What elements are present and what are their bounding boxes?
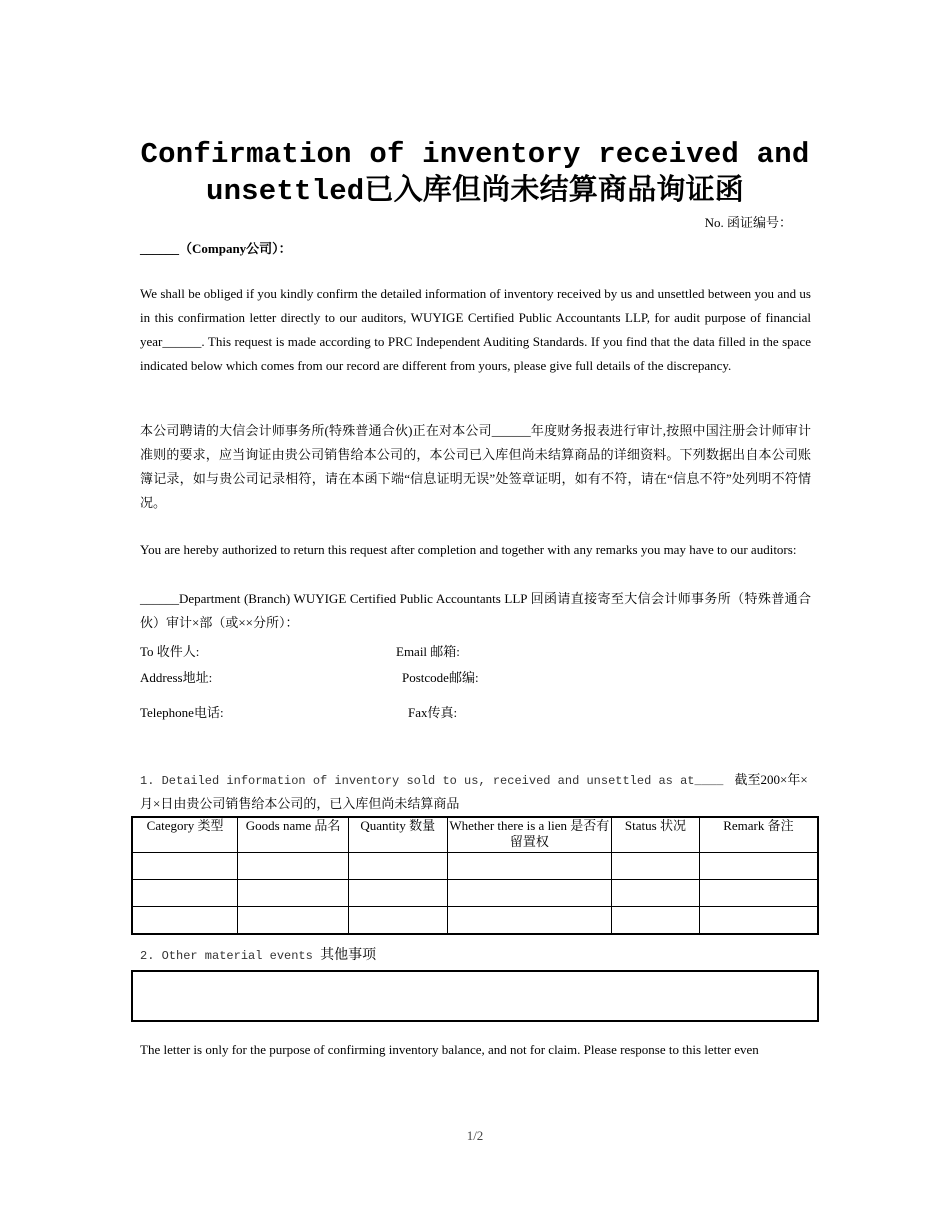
table-row — [132, 853, 818, 880]
contact-telephone: Telephone电话: — [140, 705, 224, 720]
table-cell[interactable] — [699, 880, 818, 907]
document-title — [140, 138, 810, 209]
header-goods-name: Goods name 品名 — [238, 817, 349, 853]
title-line-2-en: unsettled — [205, 175, 365, 208]
other-events-box[interactable] — [131, 970, 819, 1022]
addressee: ______（Company公司）： — [140, 241, 292, 256]
page-number: 1/2 — [466, 1128, 484, 1143]
paragraph-english: We shall be obliged if you kindly confirm the detailed information of inventory received by us and unsettled between you and us in this confirmation letter directly to our auditors, WUYIGE Certified Public Accountants LLP, for audit purpose of financial year______. This request is made according to PRC Independent Auditing Standards. If you find that the data filled in the space indicated below which comes from our record are different from yours, please give full details of the discrepancy. — [140, 286, 811, 373]
table-cell[interactable] — [447, 853, 611, 880]
table-header-row — [132, 817, 818, 853]
section-2-cn: 其他事项 — [320, 948, 377, 963]
table-cell[interactable] — [447, 880, 611, 907]
contact-fax: Fax传真: — [408, 705, 458, 720]
title-line-2-cn: 已入库但尚未结算商品询证函 — [364, 172, 745, 206]
header-lien: Whether there is a lien 是否有留置权 — [447, 817, 611, 853]
table-cell[interactable] — [699, 907, 818, 935]
table-cell[interactable] — [132, 853, 238, 880]
header-remark: Remark 备注 — [699, 817, 818, 853]
table-cell[interactable] — [238, 907, 349, 935]
table-cell[interactable] — [132, 907, 238, 935]
table-cell[interactable] — [699, 853, 818, 880]
department-text: ______Department (Branch) WUYIGE Certified Public Accountants LLP 回函请直接寄至大信会计师事务所（特殊普通合伙）审计×部（或××分所）： — [140, 591, 811, 630]
header-status: Status 状况 — [612, 817, 700, 853]
header-quantity: Quantity 数量 — [348, 817, 447, 853]
contact-postcode: Postcode邮编: — [402, 670, 479, 685]
letter-number: No. 函证编号： — [704, 215, 792, 230]
title-line-1: Confirmation of inventory received and — [140, 138, 810, 171]
header-category: Category 类型 — [132, 817, 238, 853]
section-1-heading — [140, 769, 808, 788]
table-cell[interactable] — [612, 907, 700, 935]
section-2-heading — [140, 944, 376, 964]
table-row — [132, 880, 818, 907]
table-cell[interactable] — [238, 880, 349, 907]
table-cell[interactable] — [348, 907, 447, 935]
section-1-line-2: 月×日由贵公司销售给本公司的，已入库但尚未结算商品 — [140, 796, 460, 811]
contact-address: Address地址: — [140, 670, 213, 685]
contact-email: Email 邮箱: — [396, 644, 460, 659]
section-1-cn: 截至200×年× — [734, 772, 808, 787]
paragraph-chinese: 本公司聘请的大信会计师事务所(特殊普通合伙)正在对本公司______年度财务报表进行审计,按照中国注册会计师审计准则的要求，应当询证由贵公司销售给本公司的，本公司已入库但尚未结算商品的详细资料。下列数据出自本公司账簿记录，如与贵公司记录相符，请在本函下端“信息证明无误”处签章证明，如有不符，请在“信息不符”处列明不符情况。 — [140, 423, 811, 510]
table-cell[interactable] — [348, 880, 447, 907]
table-cell[interactable] — [238, 853, 349, 880]
table-cell[interactable] — [612, 853, 700, 880]
section-2-en: 2. Other material events — [140, 949, 313, 963]
contact-to: To 收件人: — [140, 644, 200, 659]
authorization-text: You are hereby authorized to return this request after completion and together with any remarks you may have to our auditors: — [140, 542, 797, 557]
table-cell[interactable] — [612, 880, 700, 907]
table-row — [132, 907, 818, 935]
closing-text: The letter is only for the purpose of confirming inventory balance, and not for claim. Please response to this letter even — [140, 1042, 759, 1057]
table-cell[interactable] — [348, 853, 447, 880]
title-line-2 — [140, 172, 810, 209]
table-cell[interactable] — [132, 880, 238, 907]
table-cell[interactable] — [447, 907, 611, 935]
inventory-table — [131, 816, 819, 935]
section-1-en: 1. Detailed information of inventory sold to us, received and unsettled as at____ — [140, 774, 724, 788]
